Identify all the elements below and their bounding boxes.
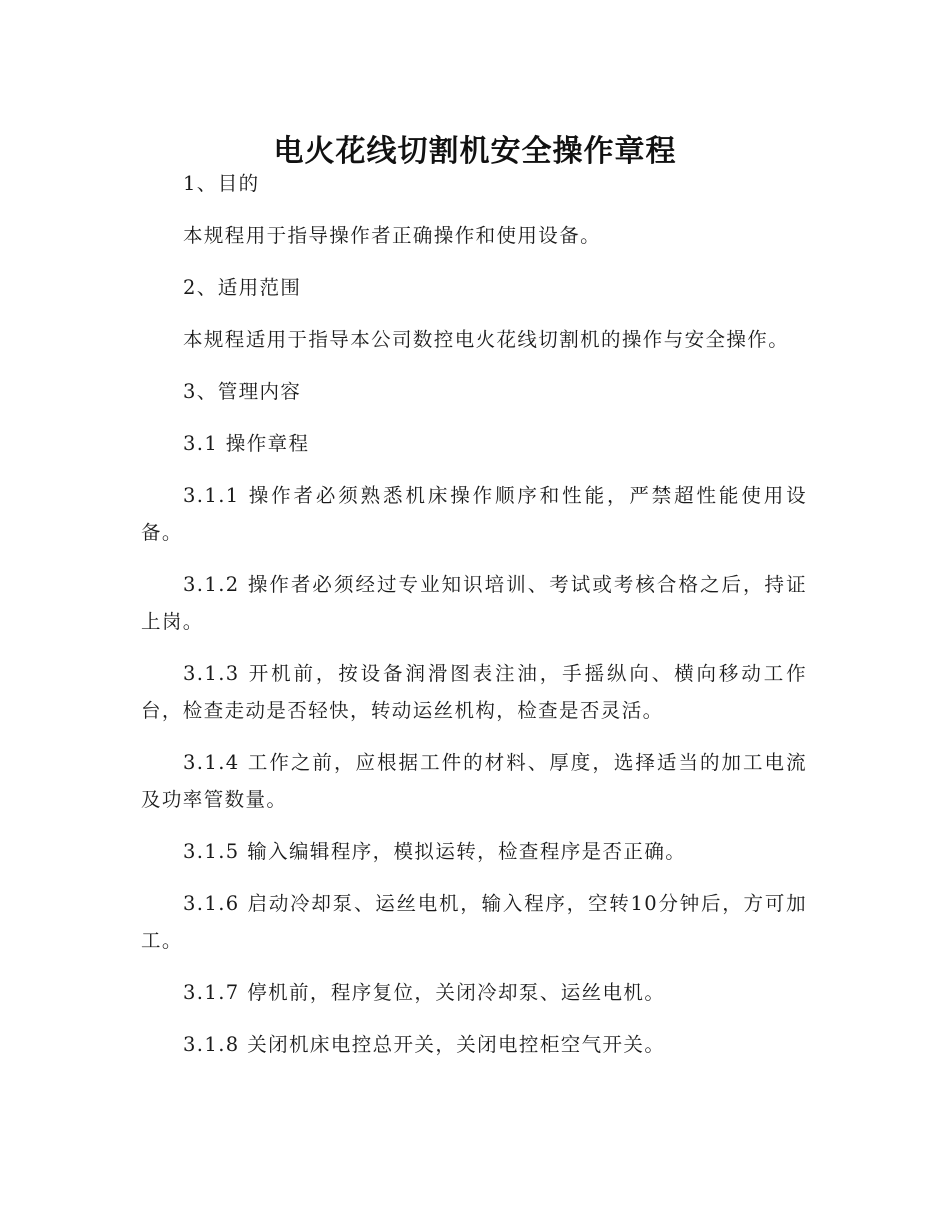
rule-item: 3.1.4 工作之前，应根据工件的材料、厚度，选择适当的加工电流及功率管数量。	[141, 751, 807, 811]
rule-item: 3.1.2 操作者必须经过专业知识培训、考试或考核合格之后，持证上岗。	[141, 573, 807, 633]
section-heading-purpose: 1、目的	[183, 172, 260, 195]
section-heading-management: 3、管理内容	[183, 380, 302, 403]
document-body	[141, 165, 807, 1078]
subsection-heading-operating-rules: 3.1 操作章程	[183, 432, 310, 455]
rule-item: 3.1.5 输入编辑程序，模拟运转，检查程序是否正确。	[183, 840, 687, 863]
rule-item: 3.1.6 启动冷却泵、运丝电机，输入程序，空转10分钟后，方可加工。	[141, 892, 807, 952]
paragraph-scope: 本规程适用于指导本公司数控电火花线切割机的操作与安全操作。	[183, 328, 790, 351]
rule-item: 3.1.8 关闭机床电控总开关，关闭电控柜空气开关。	[183, 1033, 666, 1056]
rule-item: 3.1.3 开机前，按设备润滑图表注油，手摇纵向、横向移动工作台，检查走动是否轻快，转动运丝机构，检查是否灵活。	[141, 662, 807, 722]
section-heading-scope: 2、适用范围	[183, 276, 302, 299]
rule-item: 3.1.1 操作者必须熟悉机床操作顺序和性能，严禁超性能使用设备。	[141, 484, 807, 544]
paragraph-purpose: 本规程用于指导操作者正确操作和使用设备。	[183, 224, 602, 247]
document-title: 电火花线切割机安全操作章程	[273, 134, 677, 170]
rule-item: 3.1.7 停机前，程序复位，关闭冷却泵、运丝电机。	[183, 981, 666, 1004]
